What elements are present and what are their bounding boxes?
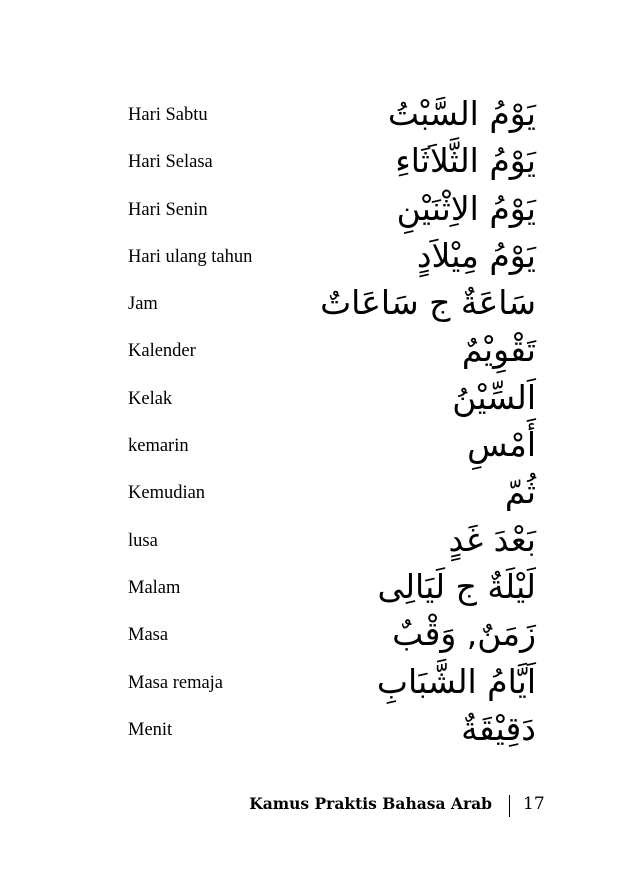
indonesian-term: Hari Senin xyxy=(128,199,208,220)
indonesian-term: Menit xyxy=(128,719,173,740)
indonesian-term: Masa xyxy=(128,625,169,646)
entry-row xyxy=(0,660,638,707)
arabic-term: يَوْمُ الثَّلاَثَاءِ xyxy=(395,141,536,181)
arabic-term: بَعْدَ غَدٍ xyxy=(448,519,536,559)
indonesian-term: Masa remaja xyxy=(128,672,224,693)
page-footer xyxy=(0,790,638,820)
arabic-term: لَيْلَةٌ ج لَيَالِى xyxy=(377,566,536,606)
arabic-term: يَوْمُ السَّبْتُ xyxy=(387,94,536,133)
indonesian-term: Jam xyxy=(128,294,158,315)
entry-row xyxy=(0,470,638,517)
entry-row xyxy=(0,612,638,659)
arabic-term: يَوْمُ مِيْلاَدٍ xyxy=(416,235,536,275)
indonesian-term: Hari Selasa xyxy=(128,152,213,173)
entry-row xyxy=(0,565,638,612)
indonesian-term: Hari Sabtu xyxy=(128,105,208,125)
entry-row xyxy=(0,423,638,470)
entry-row xyxy=(0,187,638,234)
indonesian-term: Kalender xyxy=(128,341,196,362)
entry-list xyxy=(0,92,638,754)
entry-row xyxy=(0,376,638,423)
page-number: 17 xyxy=(523,794,545,814)
arabic-term: دَقِيْقَةٌ xyxy=(461,708,536,748)
arabic-term: سَاعَةٌ ج سَاعَاتٌ xyxy=(320,283,536,323)
entry-row xyxy=(0,518,638,565)
entry-row xyxy=(0,92,638,139)
indonesian-term: Kelak xyxy=(128,388,173,409)
indonesian-term: Malam xyxy=(128,577,181,598)
entry-row xyxy=(0,281,638,328)
arabic-term: يَوْمُ الاِثْنَيْنِ xyxy=(396,188,536,228)
arabic-term: ثُمّ xyxy=(504,472,536,512)
indonesian-term: Kemudian xyxy=(128,483,206,504)
entry-row xyxy=(0,139,638,186)
entry-row xyxy=(0,234,638,281)
indonesian-term: lusa xyxy=(128,530,158,551)
arabic-term: أَمْسِ xyxy=(467,425,536,465)
entry-row xyxy=(0,328,638,375)
arabic-term: تَقْوِيْمٌ xyxy=(461,330,536,370)
book-title: Kamus Praktis Bahasa Arab xyxy=(249,794,492,813)
arabic-term: اَيَّامُ الشَّبَابِ xyxy=(376,661,536,701)
footer-divider xyxy=(509,795,510,817)
indonesian-term: kemarin xyxy=(128,436,189,457)
arabic-term: اَلسِّيْنُ xyxy=(452,377,536,417)
arabic-term: زَمَنٌ, وَقْبٌ xyxy=(392,614,536,654)
entry-row xyxy=(0,707,638,754)
indonesian-term: Hari ulang tahun xyxy=(128,246,253,267)
